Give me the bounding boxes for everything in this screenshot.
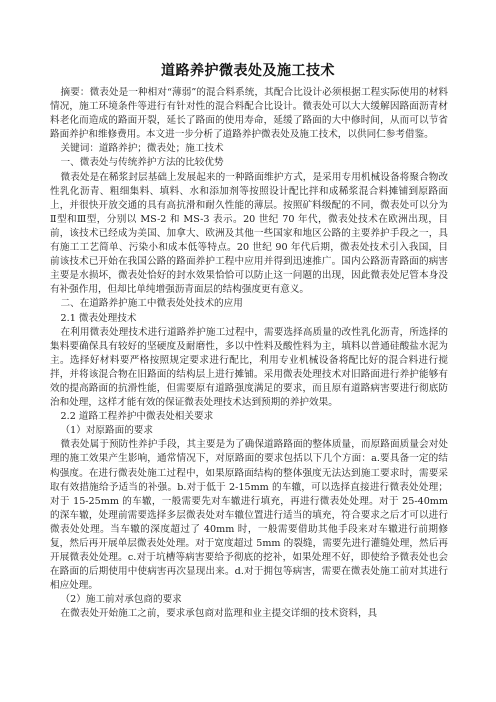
article-body — [50, 86, 448, 622]
paragraph: 微表处是在稀浆封层基础上发展起来的一种路面维护方式，是采用专用机械设备将聚合物改性乳化沥青、粗细集料、填料、水和添加剂等按照设计配比拌和成稀浆混合料摊铺到原路面上，并很快开放交通的具有高抗滑和耐久性能的薄层。按照矿料级配的不同，微表处可以分为Ⅱ型和Ⅲ型，分别以 MS-2 和 MS-3 表示。20 世纪 70 年代，微表处技术在欧洲出现，目前，该技术已经成为美国、加拿大、欧洲及其他一些国家和地区公路的主要养护手段之一，具有施工工艺简单、污染小和成本低等特点。20 世纪 90 年代后期，微表处技术引入我国，目前该技术已开始在我国公路的路面养护工程中应用并得到迅速推广。国内公路沥青路面的病害主要是水损坏，微表处恰好的封水效果恰恰可以防止这一问题的出现，因此微表处尼管本身没有补强作用，但却比单纯增强沥青面层的结构强度更有意义。 — [50, 171, 448, 296]
paragraph: 摘要：微表处是一种相对“薄弱”的混合料系统，其配合比设计必须根据工程实际使用的材料情况，施工环境条件等进行有针对性的混合料配合比设计。微表处可以大大缓解因路面沥青材料老化而造成的路面开裂，延长了路面的使用寿命，延缓了路面的大中修时间，从而可以节省路面养护和维修费用。本文进一步分析了道路养护微表处及施工技术，以供同仁参考借鉴。 — [50, 87, 448, 141]
section-heading: （1）对原路面的要求 — [60, 425, 153, 437]
paragraph: 在利用微表处理技术进行道路养护施工过程中，需要选择高质量的改性乳化沥青，所选择的集料要确保具有较好的坚硬度及耐磨性，多以中性料及酸性料为主，填料以普通硅酸盐水泥为主。选择好材料要严格按照规定要求进行配比，利用专业机械设备将配比好的混合料进行搅拌，并将该混合物在旧路面的结构层上进行摊铺。采用微表处理技术对旧路面进行养护能够有效的提高路面的抗滑性能，但需要原有道路强度满足的要求，而且原有道路病害要进行彻底防治和处理，这样才能有效的保证微表处理技术达到预期的养护效果。 — [50, 326, 448, 409]
section-heading: 2.2 道路工程养护中微表处相关要求 — [60, 411, 214, 423]
paragraph: 微表处属于预防性养护手段，其主要是为了确保道路路面的整体质量，而原路面质量会对处理的施工效果产生影响，通常情况下，对原路面的要求包括以下几个方面：a.要具备一定的结构强度。在进行微表处施工过程中，如果原路面结构的整体强度无法达到施工要求时，需要采取有效措施给予适当的补强。b.对于低于 2-15mm 的车辙，可以选择直接进行微表处处理；对于 15-25mm 的车辙，一般需要先对车辙进行填充，再进行微表处处理。对于 25-40mm 的深车辙，处理前需要选择多层微表处对车辙位置进行适当的填充，符合要求之后才可以进行微表处处理。当车辙的深度超过了 40mm 时，一般需要借助其他手段来对车辙进行前期修复，然后再开展单层微表处处理。对于宽度超过 5mm 的裂缝，需要先进行灌缝处理，然后再开展微表处处理。c.对于坑槽等病害要给予彻底的挖补，如果处理不好，即使给予微表处也会在路面的后期使用中使病害再次显现出来。d.对于拥包等病害，需要在微表处施工前对其进行相应处理。 — [50, 439, 448, 592]
section-heading: 一、微表处与传统养护方法的比较优势 — [60, 157, 224, 169]
section-heading: 关键词：道路养护；微表处；施工技术 — [60, 143, 224, 155]
section-heading: 2.1 微表处理技术 — [60, 312, 137, 324]
page-title: 道路养护微表处及施工技术 — [161, 63, 335, 79]
paragraph: 在微表处开始施工之前，要求承包商对监理和业主提交详细的技术资料，具 — [60, 608, 378, 620]
section-heading: （2）施工前对承包商的要求 — [60, 594, 182, 606]
section-heading: 二、在道路养护施工中微表处处技术的应用 — [60, 298, 243, 310]
